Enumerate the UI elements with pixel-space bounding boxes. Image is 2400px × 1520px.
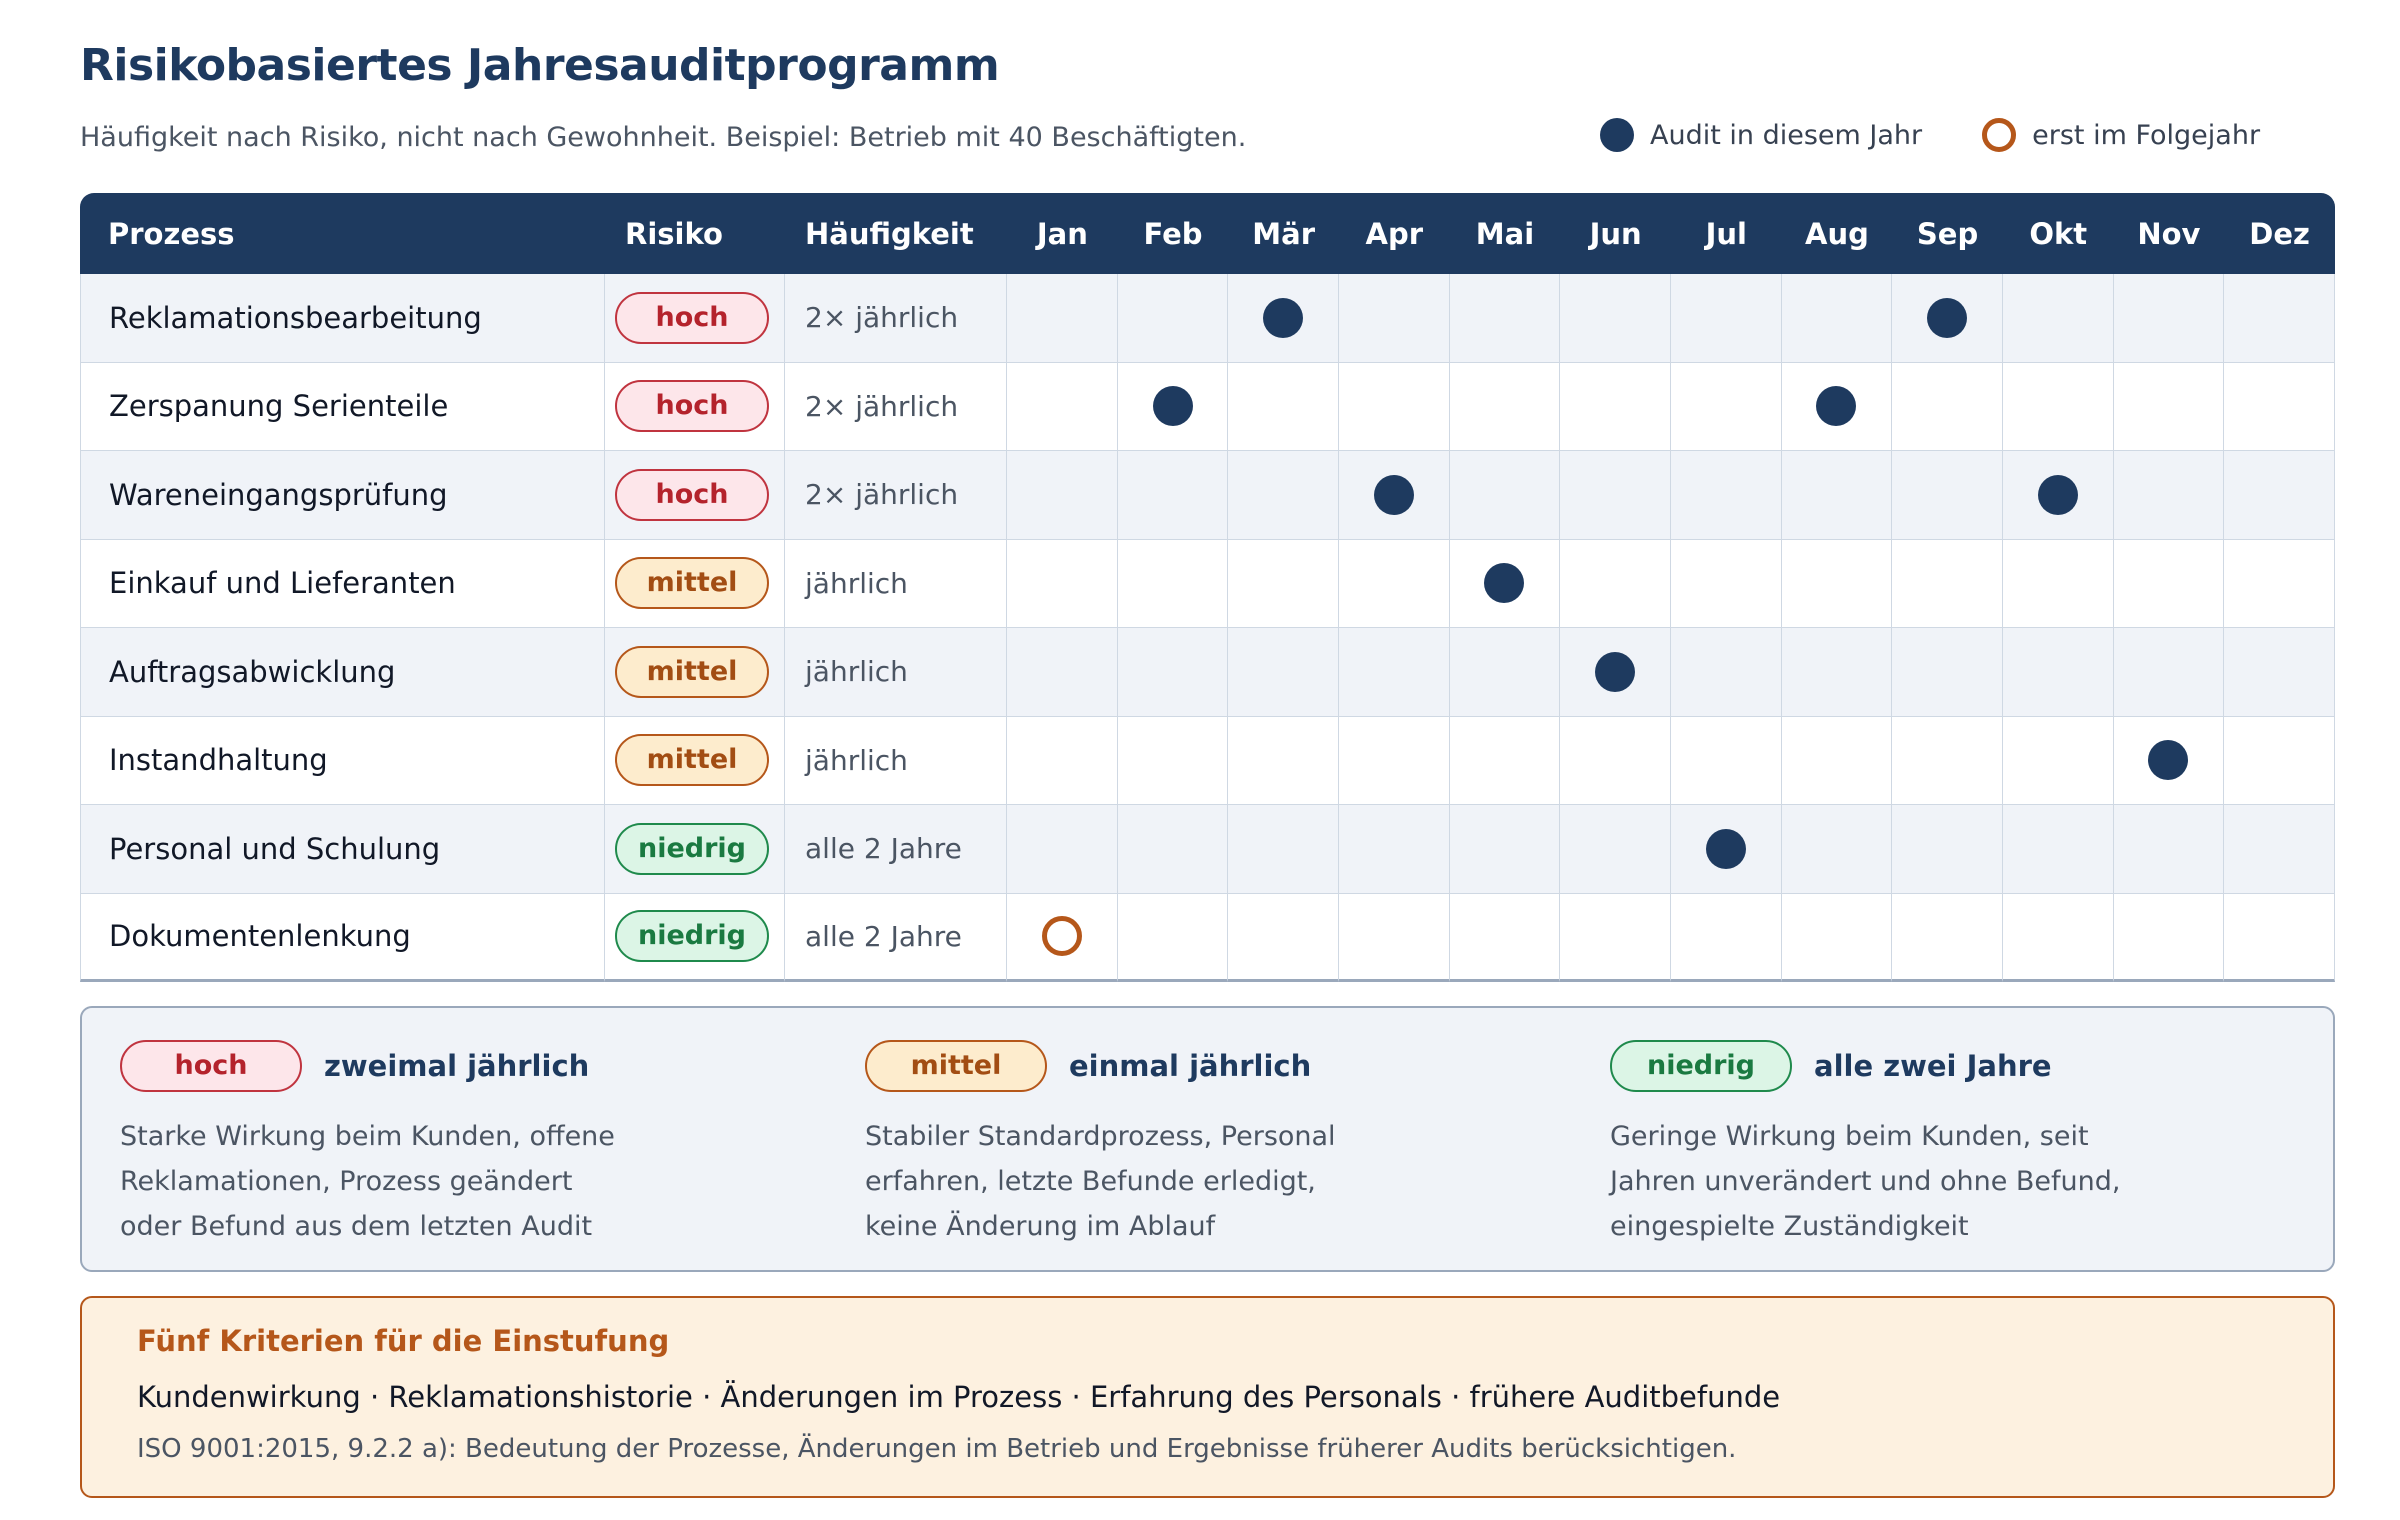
risk-badge: hoch: [120, 1040, 302, 1092]
header-process: Prozess: [80, 193, 605, 274]
month-cell: [2224, 274, 2335, 363]
risk-cell: [605, 451, 785, 540]
month-cell: [1560, 628, 1671, 717]
month-cell: [1671, 717, 1782, 806]
month-cell: [1450, 717, 1561, 806]
month-cell: [2224, 540, 2335, 629]
audit-marker: [1374, 475, 1414, 515]
risk-levels-panel: [80, 1006, 2335, 1272]
audit-marker: [1706, 829, 1746, 869]
month-cell: [1450, 805, 1561, 894]
month-cell: [1671, 363, 1782, 452]
risk-cell: [605, 717, 785, 806]
month-cell: [1892, 540, 2003, 629]
month-cell: [2114, 274, 2225, 363]
audit-marker: [1484, 563, 1524, 603]
month-cell: [1671, 274, 1782, 363]
month-cell: [1560, 894, 1671, 983]
month-cell: [1007, 451, 1118, 540]
month-cell: [1228, 451, 1339, 540]
header-month: Okt: [2003, 193, 2114, 274]
month-cell: [2114, 628, 2225, 717]
month-cell: [1118, 628, 1229, 717]
level-frequency: alle zwei Jahre: [1814, 1049, 2052, 1083]
audit-marker: [1927, 298, 1967, 338]
process-name: Zerspanung Serienteile: [80, 363, 605, 452]
risk-cell: [605, 805, 785, 894]
month-cell: [2114, 451, 2225, 540]
desc-line: oder Befund aus dem letzten Audit: [120, 1211, 593, 1242]
month-cell: [2003, 805, 2114, 894]
level-medium: [865, 1040, 1425, 1249]
level-frequency: zweimal jährlich: [324, 1049, 590, 1083]
legend-item-ring: [1982, 118, 2260, 152]
header-month: Apr: [1339, 193, 1450, 274]
month-cell: [2224, 894, 2335, 983]
risk-cell: [605, 274, 785, 363]
frequency-cell: jährlich: [785, 717, 1007, 806]
criteria-list: Kundenwirkung · Reklamationshistorie · Änderungen im Prozess · Erfahrung des Personals · frühere Auditbefunde: [137, 1380, 1781, 1414]
month-cell: [2224, 717, 2335, 806]
month-cell: [2114, 540, 2225, 629]
header-month: Feb: [1118, 193, 1229, 274]
desc-line: erfahren, letzte Befunde erledigt,: [865, 1166, 1316, 1197]
header-month: Mai: [1450, 193, 1561, 274]
month-cell: [1782, 451, 1893, 540]
month-cell: [1339, 451, 1450, 540]
risk-badge: hoch: [615, 292, 769, 344]
desc-line: Stabiler Standardprozess, Personal: [865, 1121, 1336, 1152]
desc-line: Geringe Wirkung beim Kunden, seit: [1610, 1121, 2089, 1152]
page-subtitle: Häufigkeit nach Risiko, nicht nach Gewohnheit. Beispiel: Betrieb mit 40 Beschäftigten.: [80, 122, 1247, 153]
process-name: Einkauf und Lieferanten: [80, 540, 605, 629]
month-cell: [2224, 451, 2335, 540]
month-cell: [1007, 628, 1118, 717]
frequency-cell: jährlich: [785, 540, 1007, 629]
audit-schedule-table: [80, 193, 2335, 982]
table-row: [80, 717, 2335, 806]
criteria-box: [80, 1296, 2335, 1498]
table-row: [80, 363, 2335, 452]
month-cell: [1118, 540, 1229, 629]
month-cell: [1782, 274, 1893, 363]
risk-badge: niedrig: [615, 910, 769, 962]
risk-badge: mittel: [865, 1040, 1047, 1092]
month-cell: [2114, 363, 2225, 452]
risk-badge: niedrig: [615, 823, 769, 875]
table-row: [80, 540, 2335, 629]
month-cell: [1450, 540, 1561, 629]
month-cell: [1450, 628, 1561, 717]
month-cell: [2224, 628, 2335, 717]
month-cell: [2003, 717, 2114, 806]
month-cell: [1560, 540, 1671, 629]
month-cell: [2003, 274, 2114, 363]
header-month: Aug: [1782, 193, 1893, 274]
month-cell: [1228, 894, 1339, 983]
month-cell: [1560, 805, 1671, 894]
filled-dot-icon: [1600, 118, 1634, 152]
header-month: Jun: [1560, 193, 1671, 274]
month-cell: [1892, 628, 2003, 717]
risk-cell: [605, 363, 785, 452]
frequency-cell: alle 2 Jahre: [785, 894, 1007, 983]
month-cell: [1339, 274, 1450, 363]
legend-label-full: Audit in diesem Jahr: [1650, 119, 1923, 151]
month-cell: [1007, 274, 1118, 363]
month-cell: [1560, 717, 1671, 806]
audit-marker: [1263, 298, 1303, 338]
ring-dot-icon: [1982, 118, 2016, 152]
page-title: Risikobasiertes Jahresauditprogramm: [80, 40, 1000, 91]
frequency-cell: 2× jährlich: [785, 363, 1007, 452]
desc-line: keine Änderung im Ablauf: [865, 1211, 1216, 1242]
criteria-note: ISO 9001:2015, 9.2.2 a): Bedeutung der Prozesse, Änderungen im Betrieb und Ergebnisse früherer Audits berücksichtigen.: [137, 1434, 1737, 1464]
risk-cell: [605, 628, 785, 717]
audit-marker: [1595, 652, 1635, 692]
month-cell: [1450, 363, 1561, 452]
month-cell: [1560, 274, 1671, 363]
audit-next-year-marker: [1042, 916, 1082, 956]
month-cell: [1782, 363, 1893, 452]
table-row: [80, 894, 2335, 983]
month-cell: [1118, 274, 1229, 363]
legend: [1600, 118, 2320, 152]
level-description: [865, 1114, 1425, 1249]
month-cell: [1007, 805, 1118, 894]
process-name: Wareneingangsprüfung: [80, 451, 605, 540]
frequency-cell: 2× jährlich: [785, 451, 1007, 540]
table-row: [80, 274, 2335, 363]
criteria-title: Fünf Kriterien für die Einstufung: [137, 1324, 670, 1358]
table-body: [80, 274, 2335, 982]
header-risk: Risiko: [605, 193, 785, 274]
month-cell: [2003, 628, 2114, 717]
month-cell: [1671, 451, 1782, 540]
frequency-cell: alle 2 Jahre: [785, 805, 1007, 894]
risk-badge: hoch: [615, 469, 769, 521]
month-cell: [1782, 894, 1893, 983]
risk-badge: mittel: [615, 646, 769, 698]
month-cell: [1671, 805, 1782, 894]
risk-cell: [605, 540, 785, 629]
month-cell: [1450, 894, 1561, 983]
month-cell: [1782, 717, 1893, 806]
month-cell: [1228, 805, 1339, 894]
table-header-row: [80, 193, 2335, 274]
month-cell: [2003, 363, 2114, 452]
level-description: [1610, 1114, 2170, 1249]
month-cell: [1782, 540, 1893, 629]
desc-line: Reklamationen, Prozess geändert: [120, 1166, 573, 1197]
audit-marker: [1816, 386, 1856, 426]
header-frequency: Häufigkeit: [785, 193, 1007, 274]
month-cell: [1450, 274, 1561, 363]
frequency-cell: jährlich: [785, 628, 1007, 717]
month-cell: [1118, 363, 1229, 452]
legend-label-ring: erst im Folgejahr: [2032, 119, 2261, 151]
month-cell: [1450, 451, 1561, 540]
month-cell: [2114, 894, 2225, 983]
header-month: Sep: [1892, 193, 2003, 274]
month-cell: [2003, 451, 2114, 540]
month-cell: [1118, 451, 1229, 540]
month-cell: [1560, 451, 1671, 540]
table-row: [80, 805, 2335, 894]
month-cell: [1228, 717, 1339, 806]
table-row: [80, 628, 2335, 717]
month-cell: [1007, 894, 1118, 983]
risk-badge: niedrig: [1610, 1040, 1792, 1092]
month-cell: [1007, 717, 1118, 806]
month-cell: [1228, 628, 1339, 717]
process-name: Auftragsabwicklung: [80, 628, 605, 717]
process-name: Instandhaltung: [80, 717, 605, 806]
header-month: Jul: [1671, 193, 1782, 274]
month-cell: [1228, 540, 1339, 629]
month-cell: [1892, 894, 2003, 983]
month-cell: [1560, 363, 1671, 452]
month-cell: [1671, 540, 1782, 629]
desc-line: eingespielte Zuständigkeit: [1610, 1211, 1969, 1242]
month-cell: [1892, 274, 2003, 363]
desc-line: Starke Wirkung beim Kunden, offene: [120, 1121, 615, 1152]
header-month: Nov: [2114, 193, 2225, 274]
month-cell: [2003, 540, 2114, 629]
month-cell: [1892, 451, 2003, 540]
risk-badge: mittel: [615, 557, 769, 609]
header-month: Jan: [1007, 193, 1118, 274]
desc-line: Jahren unverändert und ohne Befund,: [1610, 1166, 2121, 1197]
month-cell: [1007, 540, 1118, 629]
month-cell: [1782, 628, 1893, 717]
frequency-cell: 2× jährlich: [785, 274, 1007, 363]
risk-badge: mittel: [615, 734, 769, 786]
risk-badge: hoch: [615, 380, 769, 432]
month-cell: [1339, 805, 1450, 894]
month-cell: [2224, 805, 2335, 894]
audit-marker: [2038, 475, 2078, 515]
month-cell: [1339, 894, 1450, 983]
month-cell: [2114, 805, 2225, 894]
month-cell: [1892, 805, 2003, 894]
process-name: Reklamationsbearbeitung: [80, 274, 605, 363]
month-cell: [1892, 717, 2003, 806]
month-cell: [1228, 274, 1339, 363]
month-cell: [2114, 717, 2225, 806]
month-cell: [2224, 363, 2335, 452]
level-frequency: einmal jährlich: [1069, 1049, 1312, 1083]
audit-marker: [1153, 386, 1193, 426]
month-cell: [1339, 540, 1450, 629]
month-cell: [1118, 805, 1229, 894]
month-cell: [1339, 363, 1450, 452]
month-cell: [1339, 717, 1450, 806]
level-high: [120, 1040, 680, 1249]
month-cell: [1118, 894, 1229, 983]
month-cell: [1892, 363, 2003, 452]
process-name: Dokumentenlenkung: [80, 894, 605, 983]
table-row: [80, 451, 2335, 540]
month-cell: [1007, 363, 1118, 452]
legend-item-full: [1600, 118, 1922, 152]
month-cell: [1671, 894, 1782, 983]
header-month: Mär: [1228, 193, 1339, 274]
month-cell: [1228, 363, 1339, 452]
level-description: [120, 1114, 680, 1249]
month-cell: [1118, 717, 1229, 806]
header-month: Dez: [2224, 193, 2335, 274]
process-name: Personal und Schulung: [80, 805, 605, 894]
month-cell: [2003, 894, 2114, 983]
month-cell: [1671, 628, 1782, 717]
audit-marker: [2148, 740, 2188, 780]
risk-cell: [605, 894, 785, 983]
month-cell: [1782, 805, 1893, 894]
level-low: [1610, 1040, 2170, 1249]
month-cell: [1339, 628, 1450, 717]
